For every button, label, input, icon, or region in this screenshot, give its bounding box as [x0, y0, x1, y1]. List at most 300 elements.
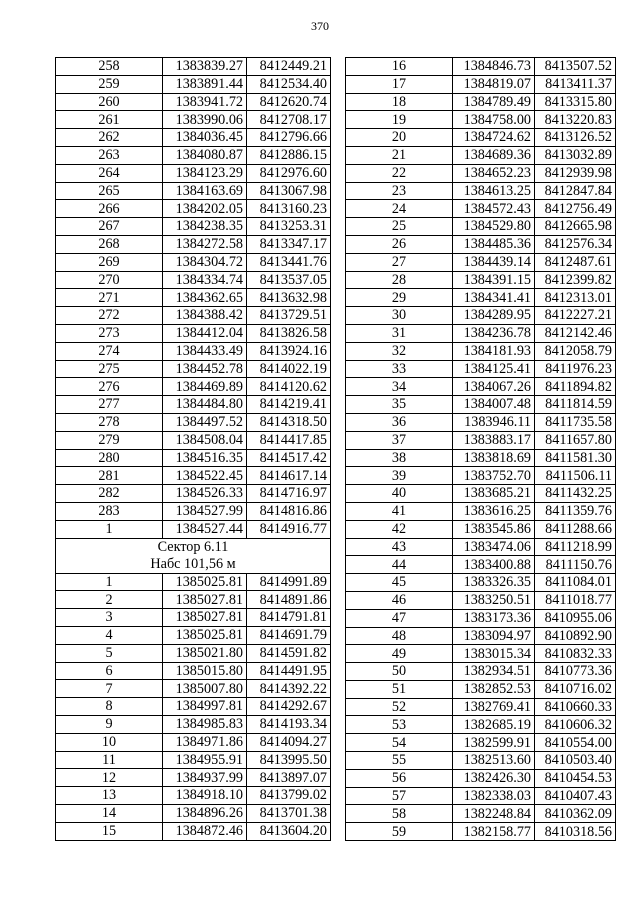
y-coordinate-cell: 8414392.22 [247, 680, 331, 698]
point-number-cell: 262 [56, 129, 163, 147]
table-row [56, 93, 331, 111]
y-coordinate-cell: 8412756.49 [535, 200, 616, 218]
y-coordinate-cell: 8411506.11 [535, 467, 616, 485]
y-coordinate-cell: 8414193.34 [247, 715, 331, 733]
y-coordinate-cell: 8411976.23 [535, 360, 616, 378]
y-coordinate-cell: 8412576.34 [535, 235, 616, 253]
table-row [346, 769, 616, 787]
x-coordinate-cell: 1384439.14 [453, 253, 535, 271]
table-row [56, 324, 331, 342]
table-row [346, 591, 616, 609]
point-number-cell: 273 [56, 324, 163, 342]
y-coordinate-cell: 8410503.40 [535, 752, 616, 770]
table-row [56, 467, 331, 485]
table-row [56, 75, 331, 93]
point-number-cell: 20 [346, 129, 453, 147]
y-coordinate-cell: 8414791.81 [247, 609, 331, 627]
y-coordinate-cell: 8412708.17 [247, 111, 331, 129]
y-coordinate-cell: 8413032.89 [535, 146, 616, 164]
table-row [56, 182, 331, 200]
point-number-cell: 58 [346, 805, 453, 823]
x-coordinate-cell: 1383094.97 [453, 627, 535, 645]
table-row [346, 307, 616, 325]
point-number-cell: 34 [346, 378, 453, 396]
point-number-cell: 48 [346, 627, 453, 645]
y-coordinate-cell: 8413897.07 [247, 769, 331, 787]
point-number-cell: 57 [346, 787, 453, 805]
x-coordinate-cell: 1384497.52 [163, 413, 247, 431]
y-coordinate-cell: 8411084.01 [535, 574, 616, 592]
point-number-cell: 59 [346, 823, 453, 841]
y-coordinate-cell: 8410892.90 [535, 627, 616, 645]
table-row [346, 75, 616, 93]
table-row [56, 129, 331, 147]
x-coordinate-cell: 1384289.95 [453, 307, 535, 325]
left-table-rows-upper [56, 58, 331, 539]
point-number-cell: 25 [346, 218, 453, 236]
table-row [346, 378, 616, 396]
x-coordinate-cell: 1385015.80 [163, 662, 247, 680]
y-coordinate-cell: 8414022.19 [247, 360, 331, 378]
point-number-cell: 19 [346, 111, 453, 129]
point-number-cell: 27 [346, 253, 453, 271]
point-number-cell: 278 [56, 413, 163, 431]
y-coordinate-cell: 8410362.09 [535, 805, 616, 823]
y-coordinate-cell: 8410832.33 [535, 645, 616, 663]
point-number-cell: 39 [346, 467, 453, 485]
y-coordinate-cell: 8414716.97 [247, 485, 331, 503]
x-coordinate-cell: 1382426.30 [453, 769, 535, 787]
x-coordinate-cell: 1384485.36 [453, 235, 535, 253]
y-coordinate-cell: 8413995.50 [247, 751, 331, 769]
table-row [56, 218, 331, 236]
right-table-rows [346, 58, 616, 841]
x-coordinate-cell: 1384123.29 [163, 164, 247, 182]
point-number-cell: 277 [56, 396, 163, 414]
y-coordinate-cell: 8410318.56 [535, 823, 616, 841]
table-row [56, 769, 331, 787]
point-number-cell: 54 [346, 734, 453, 752]
x-coordinate-cell: 1384789.49 [453, 93, 535, 111]
x-coordinate-cell: 1382338.03 [453, 787, 535, 805]
x-coordinate-cell: 1382599.91 [453, 734, 535, 752]
y-coordinate-cell: 8412227.21 [535, 307, 616, 325]
table-row [346, 787, 616, 805]
y-coordinate-cell: 8413315.80 [535, 93, 616, 111]
y-coordinate-cell: 8414120.62 [247, 378, 331, 396]
table-row [346, 680, 616, 698]
table-row [346, 538, 616, 556]
table-row [56, 609, 331, 627]
table-row [346, 502, 616, 520]
y-coordinate-cell: 8414591.82 [247, 644, 331, 662]
sector-subtitle: Набс 101,56 м [150, 555, 236, 572]
x-coordinate-cell: 1384484.80 [163, 396, 247, 414]
point-number-cell: 23 [346, 182, 453, 200]
x-coordinate-cell: 1382248.84 [453, 805, 535, 823]
y-coordinate-cell: 8411894.82 [535, 378, 616, 396]
table-row [346, 218, 616, 236]
x-coordinate-cell: 1384526.33 [163, 485, 247, 503]
point-number-cell: 11 [56, 751, 163, 769]
x-coordinate-cell: 1384652.23 [453, 164, 535, 182]
y-coordinate-cell: 8414517.42 [247, 449, 331, 467]
y-coordinate-cell: 8413441.76 [247, 253, 331, 271]
y-coordinate-cell: 8412487.61 [535, 253, 616, 271]
table-row [346, 342, 616, 360]
point-number-cell: 269 [56, 253, 163, 271]
y-coordinate-cell: 8413126.52 [535, 129, 616, 147]
table-row [56, 751, 331, 769]
point-number-cell: 9 [56, 715, 163, 733]
y-coordinate-cell: 8414891.86 [247, 591, 331, 609]
coordinates-table-left [55, 57, 331, 841]
x-coordinate-cell: 1384937.99 [163, 769, 247, 787]
point-number-cell: 14 [56, 804, 163, 822]
table-row [346, 627, 616, 645]
point-number-cell: 261 [56, 111, 163, 129]
x-coordinate-cell: 1384522.45 [163, 467, 247, 485]
table-row [346, 146, 616, 164]
y-coordinate-cell: 8410454.53 [535, 769, 616, 787]
table-row [56, 573, 331, 591]
y-coordinate-cell: 8411735.58 [535, 413, 616, 431]
x-coordinate-cell: 1384508.04 [163, 431, 247, 449]
point-number-cell: 258 [56, 58, 163, 76]
point-number-cell: 51 [346, 680, 453, 698]
table-row [56, 146, 331, 164]
point-number-cell: 1 [56, 573, 163, 591]
table-row [346, 253, 616, 271]
sector-header-section [56, 538, 331, 573]
table-row [346, 467, 616, 485]
table-row [56, 520, 331, 538]
y-coordinate-cell: 8410606.32 [535, 716, 616, 734]
y-coordinate-cell: 8413537.05 [247, 271, 331, 289]
y-coordinate-cell: 8413220.83 [535, 111, 616, 129]
table-row [346, 164, 616, 182]
x-coordinate-cell: 1384238.35 [163, 218, 247, 236]
table-row [346, 609, 616, 627]
point-number-cell: 35 [346, 396, 453, 414]
x-coordinate-cell: 1385027.81 [163, 591, 247, 609]
x-coordinate-cell: 1383941.72 [163, 93, 247, 111]
table-row [56, 342, 331, 360]
x-coordinate-cell: 1384971.86 [163, 733, 247, 751]
y-coordinate-cell: 8413507.52 [535, 58, 616, 76]
x-coordinate-cell: 1384181.93 [453, 342, 535, 360]
table-row [56, 626, 331, 644]
point-number-cell: 279 [56, 431, 163, 449]
point-number-cell: 2 [56, 591, 163, 609]
point-number-cell: 22 [346, 164, 453, 182]
table-row [56, 698, 331, 716]
table-row [346, 396, 616, 414]
table-row [346, 752, 616, 770]
x-coordinate-cell: 1383990.06 [163, 111, 247, 129]
table-row [346, 574, 616, 592]
point-number-cell: 260 [56, 93, 163, 111]
y-coordinate-cell: 8412796.66 [247, 129, 331, 147]
page-number: 370 [311, 19, 329, 33]
table-row [56, 644, 331, 662]
table-row [56, 662, 331, 680]
x-coordinate-cell: 1384529.80 [453, 218, 535, 236]
x-coordinate-cell: 1384452.78 [163, 360, 247, 378]
point-number-cell: 36 [346, 413, 453, 431]
point-number-cell: 267 [56, 218, 163, 236]
table-row [56, 431, 331, 449]
y-coordinate-cell: 8414916.77 [247, 520, 331, 538]
sector-header-cell [56, 538, 331, 573]
y-coordinate-cell: 8413729.51 [247, 307, 331, 325]
y-coordinate-cell: 8413924.16 [247, 342, 331, 360]
point-number-cell: 4 [56, 626, 163, 644]
point-number-cell: 265 [56, 182, 163, 200]
table-row [346, 93, 616, 111]
point-number-cell: 6 [56, 662, 163, 680]
point-number-cell: 38 [346, 449, 453, 467]
point-number-cell: 46 [346, 591, 453, 609]
table-row [346, 520, 616, 538]
table-row [56, 822, 331, 840]
x-coordinate-cell: 1383818.69 [453, 449, 535, 467]
left-table-rows-lower [56, 573, 331, 840]
x-coordinate-cell: 1383015.34 [453, 645, 535, 663]
point-number-cell: 3 [56, 609, 163, 627]
y-coordinate-cell: 8411218.99 [535, 538, 616, 556]
table-row [346, 289, 616, 307]
x-coordinate-cell: 1382685.19 [453, 716, 535, 734]
point-number-cell: 17 [346, 75, 453, 93]
point-number-cell: 47 [346, 609, 453, 627]
x-coordinate-cell: 1384846.73 [453, 58, 535, 76]
point-number-cell: 276 [56, 378, 163, 396]
table-row [346, 413, 616, 431]
table-row [346, 645, 616, 663]
sector-title: Сектор 6.11 [157, 538, 229, 555]
point-number-cell: 52 [346, 698, 453, 716]
point-number-cell: 7 [56, 680, 163, 698]
x-coordinate-cell: 1384872.46 [163, 822, 247, 840]
y-coordinate-cell: 8410955.06 [535, 609, 616, 627]
y-coordinate-cell: 8414094.27 [247, 733, 331, 751]
table-row [56, 253, 331, 271]
y-coordinate-cell: 8413347.17 [247, 235, 331, 253]
y-coordinate-cell: 8412058.79 [535, 342, 616, 360]
point-number-cell: 281 [56, 467, 163, 485]
table-row [346, 449, 616, 467]
x-coordinate-cell: 1384433.49 [163, 342, 247, 360]
table-row [346, 324, 616, 342]
point-number-cell: 50 [346, 663, 453, 681]
point-number-cell: 42 [346, 520, 453, 538]
x-coordinate-cell: 1384341.41 [453, 289, 535, 307]
point-number-cell: 282 [56, 485, 163, 503]
x-coordinate-cell: 1385027.81 [163, 609, 247, 627]
x-coordinate-cell: 1384125.41 [453, 360, 535, 378]
point-number-cell: 26 [346, 235, 453, 253]
x-coordinate-cell: 1384036.45 [163, 129, 247, 147]
x-coordinate-cell: 1384391.15 [453, 271, 535, 289]
point-number-cell: 18 [346, 93, 453, 111]
x-coordinate-cell: 1384527.44 [163, 520, 247, 538]
x-coordinate-cell: 1382513.60 [453, 752, 535, 770]
x-coordinate-cell: 1383545.86 [453, 520, 535, 538]
x-coordinate-cell: 1384272.58 [163, 235, 247, 253]
x-coordinate-cell: 1383946.11 [453, 413, 535, 431]
table-row [346, 360, 616, 378]
y-coordinate-cell: 8411150.76 [535, 556, 616, 574]
x-coordinate-cell: 1382852.53 [453, 680, 535, 698]
y-coordinate-cell: 8412399.82 [535, 271, 616, 289]
table-row [346, 271, 616, 289]
y-coordinate-cell: 8413826.58 [247, 324, 331, 342]
point-number-cell: 5 [56, 644, 163, 662]
x-coordinate-cell: 1382158.77 [453, 823, 535, 841]
point-number-cell: 43 [346, 538, 453, 556]
point-number-cell: 280 [56, 449, 163, 467]
x-coordinate-cell: 1384997.81 [163, 698, 247, 716]
table-row [56, 200, 331, 218]
table-row [346, 823, 616, 841]
y-coordinate-cell: 8410407.43 [535, 787, 616, 805]
y-coordinate-cell: 8412665.98 [535, 218, 616, 236]
point-number-cell: 268 [56, 235, 163, 253]
y-coordinate-cell: 8414219.41 [247, 396, 331, 414]
point-number-cell: 44 [346, 556, 453, 574]
y-coordinate-cell: 8411432.25 [535, 485, 616, 503]
sector-header-row [56, 538, 331, 573]
y-coordinate-cell: 8410554.00 [535, 734, 616, 752]
y-coordinate-cell: 8410716.02 [535, 680, 616, 698]
table-row [56, 235, 331, 253]
table-row [346, 698, 616, 716]
point-number-cell: 10 [56, 733, 163, 751]
x-coordinate-cell: 1384613.25 [453, 182, 535, 200]
x-coordinate-cell: 1384202.05 [163, 200, 247, 218]
table-row [56, 58, 331, 76]
y-coordinate-cell: 8414292.67 [247, 698, 331, 716]
point-number-cell: 53 [346, 716, 453, 734]
x-coordinate-cell: 1384896.26 [163, 804, 247, 822]
table-row [56, 378, 331, 396]
table-row [346, 805, 616, 823]
table-row [346, 556, 616, 574]
x-coordinate-cell: 1384334.74 [163, 271, 247, 289]
table-row [56, 396, 331, 414]
x-coordinate-cell: 1383891.44 [163, 75, 247, 93]
table-row [346, 663, 616, 681]
table-row [346, 200, 616, 218]
point-number-cell: 40 [346, 485, 453, 503]
x-coordinate-cell: 1384819.07 [453, 75, 535, 93]
x-coordinate-cell: 1385021.80 [163, 644, 247, 662]
point-number-cell: 12 [56, 769, 163, 787]
table-row [56, 680, 331, 698]
point-number-cell: 274 [56, 342, 163, 360]
table-row [56, 271, 331, 289]
table-row [56, 413, 331, 431]
y-coordinate-cell: 8411657.80 [535, 431, 616, 449]
y-coordinate-cell: 8413253.31 [247, 218, 331, 236]
x-coordinate-cell: 1383400.88 [453, 556, 535, 574]
point-number-cell: 270 [56, 271, 163, 289]
y-coordinate-cell: 8412620.74 [247, 93, 331, 111]
x-coordinate-cell: 1384985.83 [163, 715, 247, 733]
point-number-cell: 32 [346, 342, 453, 360]
x-coordinate-cell: 1383616.25 [453, 502, 535, 520]
x-coordinate-cell: 1384304.72 [163, 253, 247, 271]
x-coordinate-cell: 1384469.89 [163, 378, 247, 396]
x-coordinate-cell: 1383839.27 [163, 58, 247, 76]
x-coordinate-cell: 1382769.41 [453, 698, 535, 716]
y-coordinate-cell: 8412313.01 [535, 289, 616, 307]
x-coordinate-cell: 1383250.51 [453, 591, 535, 609]
table-row [346, 734, 616, 752]
table-row [56, 502, 331, 520]
y-coordinate-cell: 8411359.76 [535, 502, 616, 520]
x-coordinate-cell: 1383326.35 [453, 574, 535, 592]
point-number-cell: 283 [56, 502, 163, 520]
y-coordinate-cell: 8412886.15 [247, 146, 331, 164]
y-coordinate-cell: 8414691.79 [247, 626, 331, 644]
x-coordinate-cell: 1385007.80 [163, 680, 247, 698]
y-coordinate-cell: 8412939.98 [535, 164, 616, 182]
point-number-cell: 1 [56, 520, 163, 538]
table-row [56, 733, 331, 751]
table-row [56, 164, 331, 182]
x-coordinate-cell: 1383685.21 [453, 485, 535, 503]
point-number-cell: 263 [56, 146, 163, 164]
x-coordinate-cell: 1384007.48 [453, 396, 535, 414]
table-row [346, 182, 616, 200]
table-row [56, 485, 331, 503]
y-coordinate-cell: 8414417.85 [247, 431, 331, 449]
table-row [346, 111, 616, 129]
point-number-cell: 271 [56, 289, 163, 307]
y-coordinate-cell: 8412449.21 [247, 58, 331, 76]
x-coordinate-cell: 1385025.81 [163, 573, 247, 591]
y-coordinate-cell: 8410773.36 [535, 663, 616, 681]
x-coordinate-cell: 1384080.87 [163, 146, 247, 164]
x-coordinate-cell: 1383474.06 [453, 538, 535, 556]
table-row [346, 235, 616, 253]
y-coordinate-cell: 8413604.20 [247, 822, 331, 840]
table-row [56, 111, 331, 129]
x-coordinate-cell: 1384163.69 [163, 182, 247, 200]
y-coordinate-cell: 8414816.86 [247, 502, 331, 520]
table-row [56, 591, 331, 609]
point-number-cell: 33 [346, 360, 453, 378]
x-coordinate-cell: 1384689.36 [453, 146, 535, 164]
point-number-cell: 29 [346, 289, 453, 307]
y-coordinate-cell: 8413067.98 [247, 182, 331, 200]
point-number-cell: 49 [346, 645, 453, 663]
table-row [56, 804, 331, 822]
y-coordinate-cell: 8411288.66 [535, 520, 616, 538]
y-coordinate-cell: 8412534.40 [247, 75, 331, 93]
table-row [346, 58, 616, 76]
x-coordinate-cell: 1383752.70 [453, 467, 535, 485]
y-coordinate-cell: 8414318.50 [247, 413, 331, 431]
point-number-cell: 264 [56, 164, 163, 182]
point-number-cell: 266 [56, 200, 163, 218]
y-coordinate-cell: 8413799.02 [247, 787, 331, 805]
point-number-cell: 275 [56, 360, 163, 378]
point-number-cell: 45 [346, 574, 453, 592]
y-coordinate-cell: 8410660.33 [535, 698, 616, 716]
